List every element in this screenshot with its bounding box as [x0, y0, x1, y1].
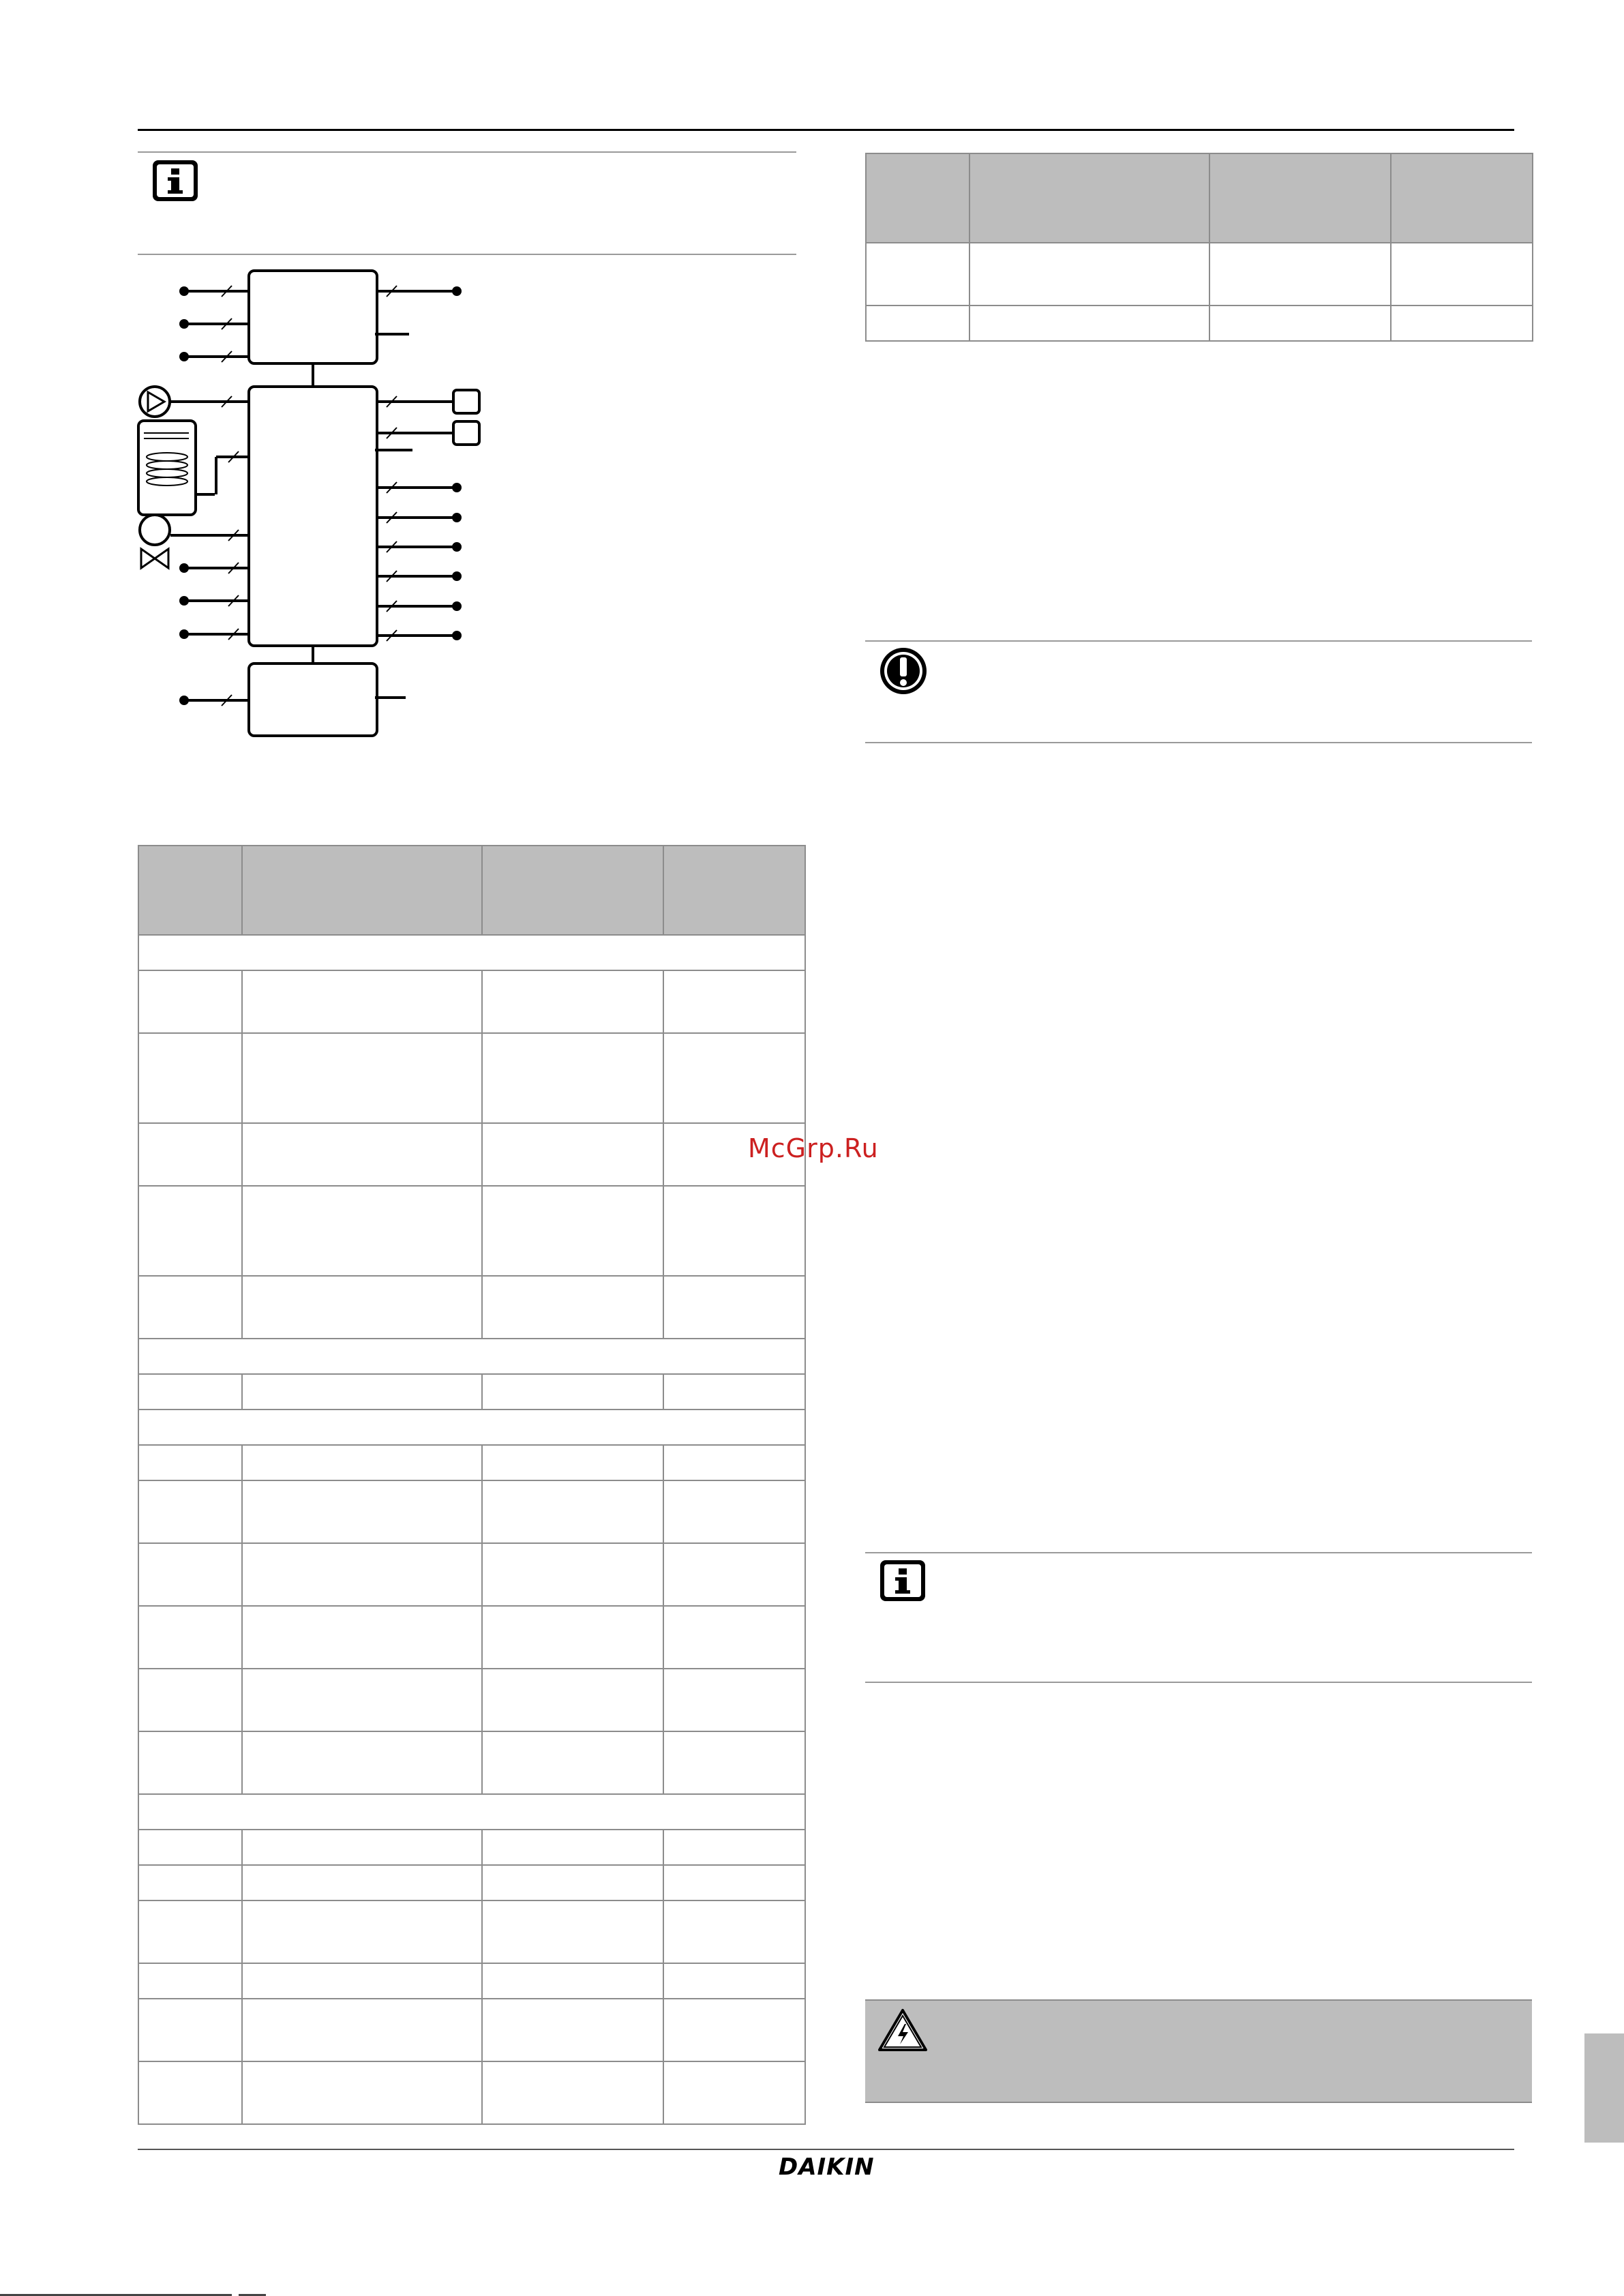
table-row — [138, 1374, 805, 1410]
table-row — [866, 243, 1533, 305]
table-header-cell — [969, 153, 1209, 243]
table-row — [138, 1480, 805, 1543]
table-section-row — [138, 1339, 805, 1374]
header-rule — [138, 129, 1514, 131]
table-row — [138, 1445, 805, 1480]
chapter-tab — [1584, 2033, 1624, 2143]
table-header-cell — [1391, 153, 1533, 243]
footer-rule — [138, 2149, 1514, 2150]
caution-note-top-rule — [865, 640, 1532, 642]
watermark: McGrp.Ru — [748, 1133, 879, 1163]
table-row — [138, 1033, 805, 1123]
table-header-cell — [866, 153, 969, 243]
table-row — [138, 1186, 805, 1276]
table-header-cell — [482, 846, 663, 935]
table-header-cell — [242, 846, 482, 935]
table-row — [138, 1731, 805, 1794]
info-icon — [151, 159, 199, 203]
info-note-top-rule — [138, 151, 796, 153]
diagram-box-main — [249, 387, 377, 646]
table-header-cell — [1209, 153, 1391, 243]
info-note-2-top-rule — [865, 1552, 1532, 1553]
warning-note — [865, 1999, 1532, 2103]
table-section-row — [138, 1794, 805, 1830]
left-spec-table — [138, 845, 806, 2125]
table-row — [866, 305, 1533, 341]
table-section-row — [138, 935, 805, 970]
table-row — [138, 1900, 805, 1963]
wiring-diagram — [133, 263, 487, 740]
table-row — [138, 1123, 805, 1186]
electric-hazard-icon — [877, 2008, 928, 2053]
info-note-2-bottom-rule — [865, 1682, 1532, 1683]
table-row — [138, 2061, 805, 2124]
daikin-logo: DAIKIN — [779, 2153, 875, 2181]
table-row — [138, 970, 805, 1033]
table-row — [138, 1669, 805, 1731]
caution-note-bottom-rule — [865, 742, 1532, 743]
table-row — [138, 1543, 805, 1606]
right-spec-table — [865, 153, 1533, 342]
info-note-bottom-rule — [138, 254, 796, 255]
diagram-box-top — [249, 271, 377, 363]
diagram-box-bottom — [249, 664, 377, 736]
tank — [138, 421, 196, 515]
table-header-cell — [138, 846, 242, 935]
sensor — [140, 515, 170, 545]
table-row — [138, 1865, 805, 1900]
table-row — [138, 1606, 805, 1669]
table-section-row — [138, 1410, 805, 1445]
table-row — [138, 1999, 805, 2061]
table-header-cell — [663, 846, 805, 935]
info-icon — [879, 1559, 927, 1602]
table-row — [138, 1276, 805, 1339]
exclamation-icon — [879, 646, 928, 696]
table-row — [138, 1830, 805, 1865]
table-row — [138, 1963, 805, 1999]
